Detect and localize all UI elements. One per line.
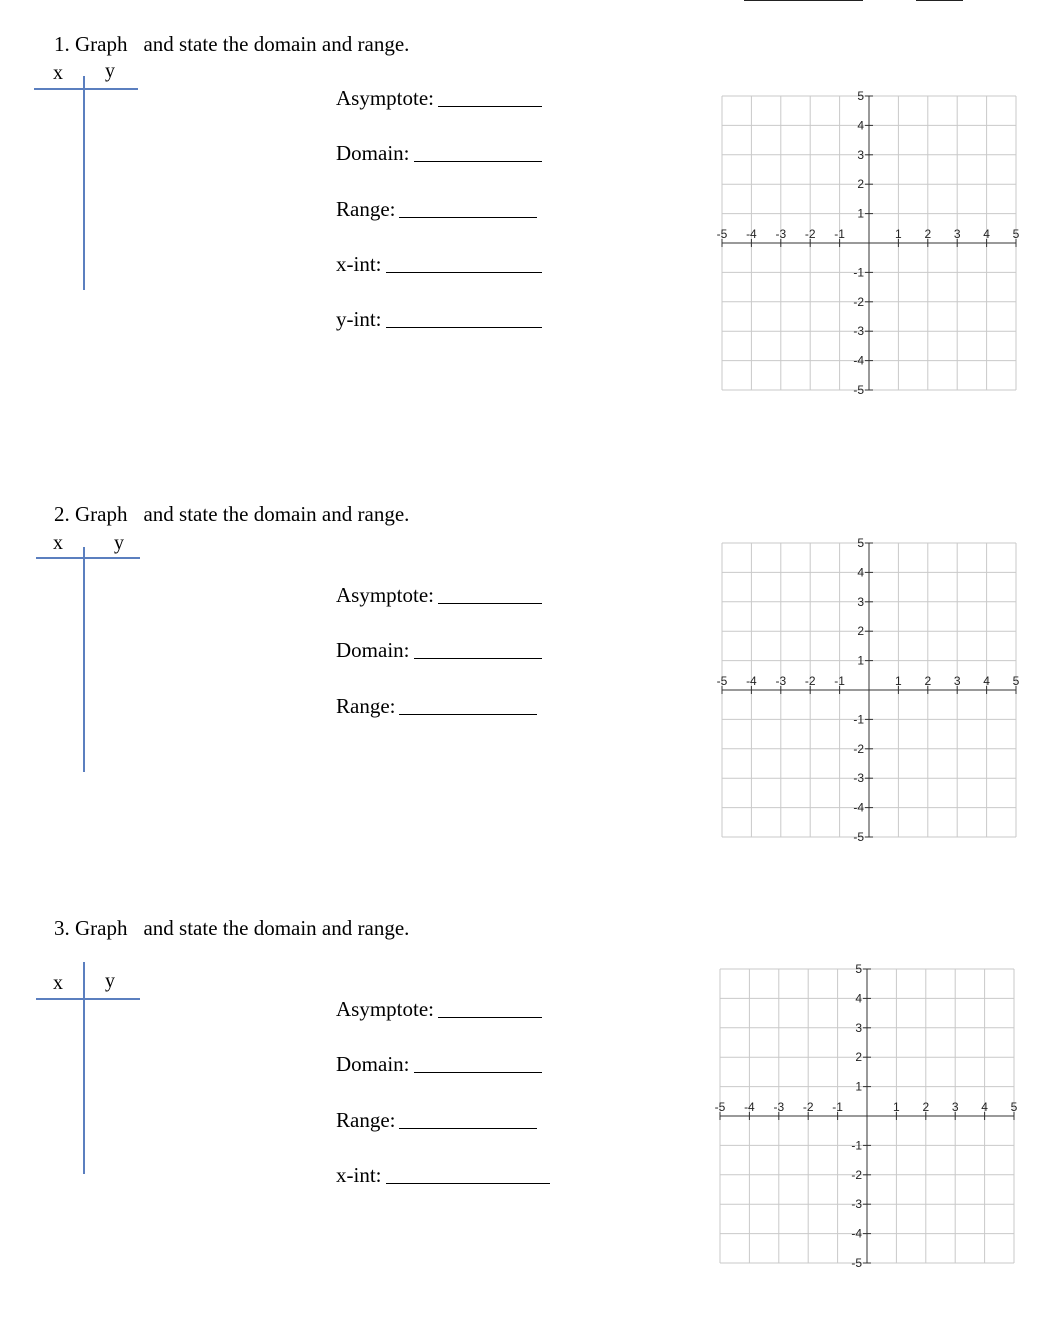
y-tick-label: 5 (857, 89, 864, 103)
x-tick-label: 3 (953, 674, 961, 688)
x-tick-label: -1 (834, 227, 845, 241)
x-tick-label: -5 (716, 227, 728, 241)
domain-field[interactable] (336, 638, 542, 663)
y-tick-label: -3 (851, 1197, 862, 1212)
x-tick-label: -3 (773, 1100, 785, 1114)
asymptote-field[interactable] (336, 86, 542, 111)
x-tick-label: -4 (744, 1100, 755, 1114)
table-header-rule (34, 88, 138, 90)
field-label: Range: (336, 197, 396, 221)
y-tick-label: 1 (857, 206, 864, 221)
answer-blank[interactable] (414, 657, 542, 659)
y-tick-label: 5 (857, 536, 864, 550)
range-field[interactable] (336, 694, 537, 719)
x-tick-label: 1 (895, 674, 902, 688)
field-label: Asymptote: (336, 86, 434, 110)
answer-blank[interactable] (399, 216, 537, 218)
x-int-field[interactable] (336, 252, 542, 277)
x-tick-label: -4 (746, 674, 757, 688)
field-label: Asymptote: (336, 997, 434, 1021)
x-tick-label: -5 (714, 1100, 726, 1114)
answer-blank[interactable] (414, 1071, 542, 1073)
y-tick-label: 2 (857, 177, 864, 192)
y-tick-label: -5 (853, 830, 864, 843)
question-number: 3. (54, 916, 70, 940)
coordinate-grid-3[interactable] (710, 957, 1026, 1269)
x-tick-label: -3 (775, 227, 787, 241)
y-tick-label: 4 (855, 991, 862, 1006)
x-tick-label: 2 (924, 674, 932, 688)
table-header-y: y (114, 532, 124, 554)
table-header-x: x (53, 972, 63, 994)
x-tick-label: 4 (981, 1100, 988, 1114)
x-tick-label: -1 (834, 674, 845, 688)
answer-blank[interactable] (386, 271, 542, 273)
asymptote-field[interactable] (336, 997, 542, 1022)
y-tick-label: 4 (857, 565, 864, 580)
y-tick-label: -1 (853, 265, 864, 280)
domain-field[interactable] (336, 1052, 542, 1077)
question-instruction: and state the domain and range. (143, 32, 410, 56)
y-tick-label: -5 (853, 383, 864, 396)
question-number: 2. (54, 502, 70, 526)
x-tick-label: 5 (1010, 1100, 1018, 1114)
x-tick-label: 4 (983, 674, 990, 688)
question-3-title (54, 916, 409, 941)
y-tick-label: -4 (851, 1226, 862, 1241)
coordinate-grid-1[interactable] (712, 84, 1028, 396)
question-verb: Graph (75, 916, 128, 940)
x-tick-label: 1 (895, 227, 902, 241)
table-header-y: y (105, 60, 115, 82)
question-instruction: and state the domain and range. (143, 916, 410, 940)
x-int-field[interactable] (336, 1163, 550, 1188)
field-label: Domain: (336, 141, 410, 165)
x-tick-label: 2 (924, 227, 932, 241)
x-tick-label: -2 (804, 674, 816, 688)
question-2-title (54, 502, 409, 527)
x-tick-label: 4 (983, 227, 990, 241)
field-label: Asymptote: (336, 583, 434, 607)
y-tick-label: -3 (853, 771, 864, 786)
y-tick-label: 3 (855, 1020, 862, 1035)
y-tick-label: 1 (857, 653, 864, 668)
x-tick-label: 1 (893, 1100, 900, 1114)
name-blank (744, 0, 863, 1)
x-tick-label: 3 (953, 227, 961, 241)
y-tick-label: -5 (851, 1256, 862, 1269)
date-blank (916, 0, 963, 1)
question-number: 1. (54, 32, 70, 56)
x-tick-label: 5 (1012, 227, 1020, 241)
domain-field[interactable] (336, 141, 542, 166)
y-tick-label: 2 (857, 624, 864, 639)
question-verb: Graph (75, 502, 128, 526)
answer-blank[interactable] (414, 160, 542, 162)
field-label: Range: (336, 1108, 396, 1132)
field-label: y-int: (336, 307, 382, 331)
table-header-rule (36, 557, 140, 559)
answer-blank[interactable] (386, 326, 542, 328)
table-divider (83, 547, 85, 772)
y-tick-label: -1 (851, 1138, 862, 1153)
table-divider (83, 76, 85, 290)
x-tick-label: -2 (804, 227, 816, 241)
x-tick-label: 5 (1012, 674, 1020, 688)
field-label: Domain: (336, 638, 410, 662)
field-label: Range: (336, 694, 396, 718)
range-field[interactable] (336, 1108, 537, 1133)
y-tick-label: 2 (855, 1050, 862, 1065)
answer-blank[interactable] (438, 602, 542, 604)
y-tick-label: 3 (857, 594, 864, 609)
question-instruction: and state the domain and range. (143, 502, 410, 526)
field-label: x-int: (336, 252, 382, 276)
answer-blank[interactable] (438, 105, 542, 107)
x-tick-label: 2 (922, 1100, 930, 1114)
y-tick-label: 5 (855, 962, 862, 976)
x-tick-label: -2 (802, 1100, 814, 1114)
field-label: Domain: (336, 1052, 410, 1076)
coordinate-grid-2[interactable] (712, 531, 1028, 843)
y-tick-label: -4 (853, 800, 864, 815)
x-tick-label: -3 (775, 674, 787, 688)
x-tick-label: -1 (832, 1100, 843, 1114)
x-tick-label: -4 (746, 227, 757, 241)
x-tick-label: 3 (951, 1100, 959, 1114)
asymptote-field[interactable] (336, 583, 542, 608)
answer-blank[interactable] (399, 713, 537, 715)
field-label: x-int: (336, 1163, 382, 1187)
x-tick-label: -5 (716, 674, 728, 688)
table-divider (83, 962, 85, 1174)
table-header-x: x (53, 62, 63, 84)
y-tick-label: -1 (853, 712, 864, 727)
y-tick-label: -2 (853, 294, 864, 309)
y-tick-label: 4 (857, 118, 864, 133)
answer-blank[interactable] (438, 1016, 542, 1018)
y-tick-label: -2 (851, 1167, 862, 1182)
y-tick-label: 1 (855, 1079, 862, 1094)
question-1-title (54, 32, 409, 57)
y-tick-label: -3 (853, 324, 864, 339)
table-header-x: x (53, 532, 63, 554)
range-field[interactable] (336, 197, 537, 222)
y-tick-label: -2 (853, 741, 864, 756)
table-header-rule (36, 998, 140, 1000)
question-verb: Graph (75, 32, 128, 56)
y-tick-label: 3 (857, 147, 864, 162)
table-header-y: y (105, 970, 115, 992)
y-int-field[interactable] (336, 307, 542, 332)
y-tick-label: -4 (853, 353, 864, 368)
answer-blank[interactable] (386, 1182, 550, 1184)
answer-blank[interactable] (399, 1127, 537, 1129)
